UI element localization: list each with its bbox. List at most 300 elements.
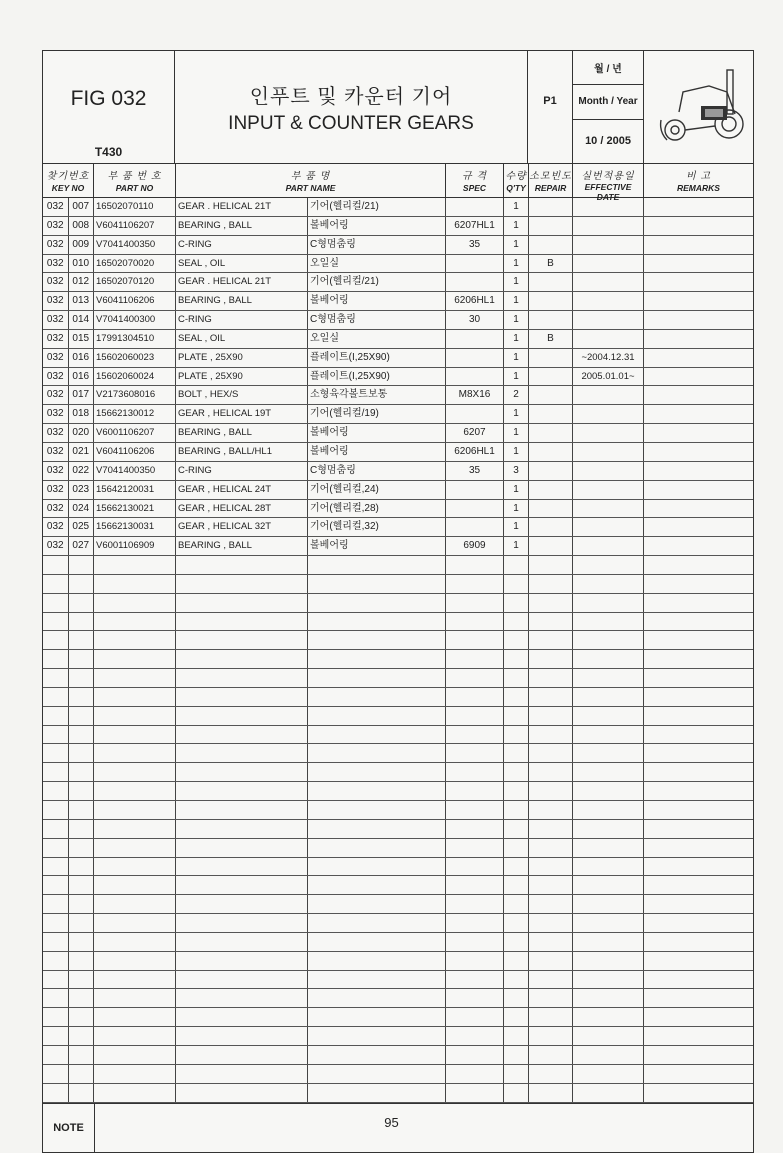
key-cell (43, 763, 94, 781)
effective-date (573, 217, 644, 235)
part-name-ko (308, 1046, 310, 1064)
key-number (69, 858, 94, 876)
key-number (69, 989, 94, 1007)
effective-date (573, 688, 644, 706)
remarks (644, 744, 753, 762)
quantity (504, 688, 529, 706)
quantity (504, 820, 529, 838)
part-name-cell (176, 1046, 446, 1064)
part-number (94, 858, 176, 876)
table-row (43, 368, 753, 387)
effective-date (573, 1065, 644, 1083)
part-name-ko (308, 876, 310, 894)
part-name-ko: 기어(헬리컬/21) (310, 276, 379, 288)
remarks (644, 613, 753, 631)
part-name-cell (176, 839, 446, 857)
part-name-ko (308, 688, 310, 706)
quantity (504, 631, 529, 649)
key-cell (43, 876, 94, 894)
key-number: 027 (72, 540, 90, 552)
page-number: 95 (384, 1115, 399, 1130)
key-number: 020 (72, 427, 90, 439)
fig-number (43, 1008, 69, 1026)
part-number: 15662130031 (94, 518, 176, 536)
table-row (43, 330, 753, 349)
key-number: 022 (72, 464, 90, 476)
repair-frequency (529, 971, 573, 989)
issue-date: 10 / 2005 (585, 135, 631, 148)
key-number (69, 914, 94, 932)
fig-number (43, 613, 69, 631)
effective-date (573, 424, 644, 442)
fig-number: 032 (43, 198, 69, 216)
table-row (43, 198, 753, 217)
part-name-cell (176, 989, 446, 1007)
repair-frequency (529, 933, 573, 951)
part-name-cell (176, 763, 446, 781)
spec (446, 631, 504, 649)
quantity (504, 1065, 529, 1083)
repair-frequency (529, 820, 573, 838)
spec (446, 575, 504, 593)
repair-frequency (529, 914, 573, 932)
part-name-ko (308, 858, 310, 876)
spec: 6207 (446, 424, 504, 442)
quantity: 1 (504, 349, 529, 367)
table-row (43, 1065, 753, 1084)
repair-frequency (529, 575, 573, 593)
repair-frequency (529, 707, 573, 725)
month-year-korean: 월 / 년 (594, 64, 622, 76)
part-number (94, 669, 176, 687)
part-name-cell (176, 273, 446, 291)
key-number: 016 (72, 351, 90, 363)
table-row (43, 1084, 753, 1103)
part-number (94, 839, 176, 857)
table-row (43, 594, 753, 613)
effective-date (573, 839, 644, 857)
remarks (644, 594, 753, 612)
effective-date (573, 556, 644, 574)
quantity (504, 669, 529, 687)
remarks (644, 405, 753, 423)
effective-date (573, 386, 644, 404)
part-number: 15642120031 (94, 481, 176, 499)
part-name-en (176, 858, 308, 876)
col-qty-en: Q'TY (506, 183, 526, 193)
col-qty-ko: 수량 (505, 171, 527, 182)
fig-number (43, 989, 69, 1007)
remarks (644, 820, 753, 838)
part-name-cell (176, 1084, 446, 1102)
quantity: 1 (504, 217, 529, 235)
spec (446, 1046, 504, 1064)
part-number: V7041400300 (94, 311, 176, 329)
quantity: 1 (504, 518, 529, 536)
part-name-ko (308, 1027, 310, 1045)
remarks (644, 839, 753, 857)
effective-date (573, 782, 644, 800)
part-number (94, 1084, 176, 1102)
key-cell (43, 368, 94, 386)
spec (446, 481, 504, 499)
key-number: 012 (72, 276, 90, 288)
key-cell (43, 631, 94, 649)
part-name-ko: 볼베어링 (310, 427, 349, 439)
spec: 6909 (446, 537, 504, 555)
part-number (94, 744, 176, 762)
part-number (94, 914, 176, 932)
part-name-ko: 기어(헬리컬,24) (310, 483, 379, 495)
part-name-ko (308, 631, 310, 649)
repair-frequency (529, 952, 573, 970)
effective-date (573, 462, 644, 480)
part-number (94, 876, 176, 894)
col-part-ko: 부 품 번 호 (107, 171, 162, 182)
key-cell (43, 782, 94, 800)
col-spec-ko: 규 격 (461, 171, 488, 182)
repair-frequency (529, 518, 573, 536)
remarks (644, 386, 753, 404)
remarks (644, 631, 753, 649)
part-name-en (176, 989, 308, 1007)
part-number: V6041106207 (94, 217, 176, 235)
fig-number (43, 895, 69, 913)
effective-date (573, 989, 644, 1007)
fig-number: 032 (43, 273, 69, 291)
spec (446, 858, 504, 876)
part-name-en: SEAL , OIL (176, 255, 308, 273)
repair-frequency (529, 556, 573, 574)
part-name-en (176, 971, 308, 989)
quantity: 1 (504, 236, 529, 254)
table-row (43, 820, 753, 839)
remarks (644, 462, 753, 480)
key-number: 014 (72, 314, 90, 326)
repair-frequency (529, 876, 573, 894)
table-row (43, 650, 753, 669)
column-header (43, 164, 753, 202)
part-name-en (176, 782, 308, 800)
effective-date (573, 443, 644, 461)
spec: 6206HL1 (446, 443, 504, 461)
remarks (644, 1046, 753, 1064)
key-cell (43, 726, 94, 744)
remarks (644, 933, 753, 951)
remarks (644, 575, 753, 593)
part-name-ko: 플레이트(I,25X90) (310, 351, 390, 363)
quantity: 1 (504, 481, 529, 499)
remarks (644, 500, 753, 518)
col-name-ko: 부 품 명 (290, 171, 331, 182)
spec (446, 782, 504, 800)
note-label: NOTE (43, 1104, 95, 1152)
key-cell (43, 839, 94, 857)
quantity: 1 (504, 424, 529, 442)
repair-frequency (529, 782, 573, 800)
effective-date: ~2004.12.31 (573, 349, 644, 367)
key-cell (43, 537, 94, 555)
quantity (504, 744, 529, 762)
figure-number: FIG 032 (70, 87, 147, 110)
part-number: 15602060024 (94, 368, 176, 386)
key-cell (43, 1046, 94, 1064)
effective-date (573, 236, 644, 254)
part-name-en (176, 1046, 308, 1064)
spec: 35 (446, 236, 504, 254)
part-name-cell (176, 858, 446, 876)
part-name-en: GEAR , HELICAL 28T (176, 500, 308, 518)
part-name-ko (308, 971, 310, 989)
repair-frequency (529, 311, 573, 329)
date-box (573, 51, 644, 163)
remarks (644, 424, 753, 442)
fig-number (43, 914, 69, 932)
key-cell (43, 895, 94, 913)
table-row (43, 688, 753, 707)
part-name-cell (176, 424, 446, 442)
part-name-cell (176, 217, 446, 235)
part-name-cell (176, 556, 446, 574)
fig-number (43, 858, 69, 876)
part-name-en: BEARING , BALL (176, 424, 308, 442)
part-name-ko (308, 1084, 310, 1102)
spec (446, 989, 504, 1007)
remarks (644, 518, 753, 536)
repair-frequency (529, 594, 573, 612)
fig-number: 032 (43, 500, 69, 518)
key-cell (43, 236, 94, 254)
part-name-ko: C형멈춤링 (310, 464, 356, 476)
spec (446, 198, 504, 216)
table-row (43, 462, 753, 481)
part-name-ko (308, 989, 310, 1007)
spec (446, 349, 504, 367)
key-cell (43, 933, 94, 951)
key-number: 008 (72, 219, 90, 231)
quantity: 1 (504, 500, 529, 518)
key-cell (43, 217, 94, 235)
remarks (644, 914, 753, 932)
spec (446, 744, 504, 762)
part-name-cell (176, 895, 446, 913)
effective-date (573, 481, 644, 499)
part-name-en (176, 613, 308, 631)
col-rem-en: REMARKS (677, 183, 720, 193)
part-number: V2173608016 (94, 386, 176, 404)
key-number: 007 (72, 201, 90, 212)
part-name-cell (176, 518, 446, 536)
part-name-ko: 볼베어링 (310, 540, 349, 552)
remarks (644, 349, 753, 367)
table-row (43, 405, 753, 424)
part-name-ko: 기어(헬리컬,28) (310, 502, 379, 514)
table-row (43, 876, 753, 895)
part-name-en: BOLT , HEX/S (176, 386, 308, 404)
effective-date (573, 575, 644, 593)
fig-number: 032 (43, 349, 69, 367)
part-name-en (176, 1027, 308, 1045)
key-number (69, 1046, 94, 1064)
remarks (644, 989, 753, 1007)
fig-number (43, 971, 69, 989)
part-name-ko (308, 801, 310, 819)
part-name-en (176, 594, 308, 612)
part-name-en: BEARING , BALL/HL1 (176, 443, 308, 461)
part-name-en (176, 763, 308, 781)
spec (446, 368, 504, 386)
key-number: 009 (72, 238, 90, 250)
fig-number: 032 (43, 443, 69, 461)
quantity: 3 (504, 462, 529, 480)
title-english: INPUT & COUNTER GEARS (228, 113, 474, 134)
part-number: V6001106909 (94, 537, 176, 555)
table-row (43, 537, 753, 556)
key-cell (43, 443, 94, 461)
key-number (69, 839, 94, 857)
col-spec-en: SPEC (462, 183, 487, 193)
spec (446, 1084, 504, 1102)
spec (446, 500, 504, 518)
spec (446, 688, 504, 706)
effective-date (573, 933, 644, 951)
table-row (43, 386, 753, 405)
key-cell (43, 707, 94, 725)
key-cell (43, 744, 94, 762)
effective-date (573, 1084, 644, 1102)
part-number (94, 895, 176, 913)
quantity: 2 (504, 386, 529, 404)
repair-frequency (529, 198, 573, 216)
part-number (94, 820, 176, 838)
parts-sheet (42, 50, 754, 1153)
fig-number (43, 726, 69, 744)
figure-box (43, 51, 175, 163)
part-name-cell (176, 613, 446, 631)
part-number: V6041106206 (94, 292, 176, 310)
part-name-cell (176, 726, 446, 744)
effective-date (573, 876, 644, 894)
table-row (43, 443, 753, 462)
spec (446, 273, 504, 291)
part-name-cell (176, 650, 446, 668)
col-rem-ko: 비 고 (685, 171, 712, 182)
part-number (94, 613, 176, 631)
repair-frequency (529, 1046, 573, 1064)
fig-number (43, 1027, 69, 1045)
part-name-ko (308, 914, 310, 932)
spec (446, 613, 504, 631)
quantity (504, 876, 529, 894)
table-row (43, 518, 753, 537)
table-row (43, 952, 753, 971)
quantity (504, 575, 529, 593)
quantity: 1 (504, 368, 529, 386)
sheet-page: P1 (543, 95, 557, 107)
fig-number (43, 1065, 69, 1083)
fig-number: 032 (43, 236, 69, 254)
part-name-en: GEAR . HELICAL 21T (176, 198, 308, 216)
effective-date (573, 594, 644, 612)
key-cell (43, 311, 94, 329)
key-cell (43, 669, 94, 687)
table-row (43, 782, 753, 801)
spec (446, 518, 504, 536)
key-number: 016 (72, 370, 90, 382)
part-name-en (176, 914, 308, 932)
spec (446, 669, 504, 687)
key-number (69, 669, 94, 687)
part-name-cell (176, 820, 446, 838)
key-number (69, 952, 94, 970)
part-number: 16502070020 (94, 255, 176, 273)
part-name-ko (308, 594, 310, 612)
spec (446, 405, 504, 423)
part-number (94, 1046, 176, 1064)
repair-frequency (529, 368, 573, 386)
title-korean: 인푸트 및 카운터 기어 (249, 86, 453, 108)
quantity: 1 (504, 537, 529, 555)
table-row (43, 217, 753, 236)
key-number (69, 933, 94, 951)
key-number (69, 1084, 94, 1102)
remarks (644, 292, 753, 310)
part-name-ko: C형멈춤링 (310, 238, 356, 250)
page-box (528, 51, 573, 163)
remarks (644, 1084, 753, 1102)
part-name-cell (176, 1027, 446, 1045)
key-number (69, 726, 94, 744)
part-number (94, 594, 176, 612)
fig-number: 032 (43, 255, 69, 273)
part-name-ko (308, 839, 310, 857)
key-number (69, 971, 94, 989)
key-cell (43, 1065, 94, 1083)
key-number (69, 876, 94, 894)
quantity (504, 726, 529, 744)
key-cell (43, 405, 94, 423)
key-cell (43, 952, 94, 970)
part-name-ko: 볼베어링 (310, 219, 349, 231)
col-key-ko: 찾기번호 (46, 171, 90, 182)
key-number (69, 650, 94, 668)
part-name-en (176, 952, 308, 970)
part-name-cell (176, 255, 446, 273)
spec (446, 707, 504, 725)
part-number (94, 989, 176, 1007)
col-eff-ko: 실번적용일 (581, 171, 635, 182)
effective-date (573, 1027, 644, 1045)
repair-frequency (529, 839, 573, 857)
quantity (504, 1046, 529, 1064)
effective-date (573, 613, 644, 631)
key-cell (43, 273, 94, 291)
table-row (43, 744, 753, 763)
part-name-ko (308, 669, 310, 687)
remarks (644, 763, 753, 781)
part-name-en (176, 839, 308, 857)
key-cell (43, 914, 94, 932)
part-name-en (176, 688, 308, 706)
key-cell (43, 594, 94, 612)
part-name-cell (176, 971, 446, 989)
part-name-en: BEARING , BALL (176, 537, 308, 555)
part-name-en: GEAR , HELICAL 19T (176, 405, 308, 423)
part-name-cell (176, 462, 446, 480)
quantity (504, 650, 529, 668)
key-cell (43, 1008, 94, 1026)
part-name-ko: 오일실 (310, 257, 339, 269)
